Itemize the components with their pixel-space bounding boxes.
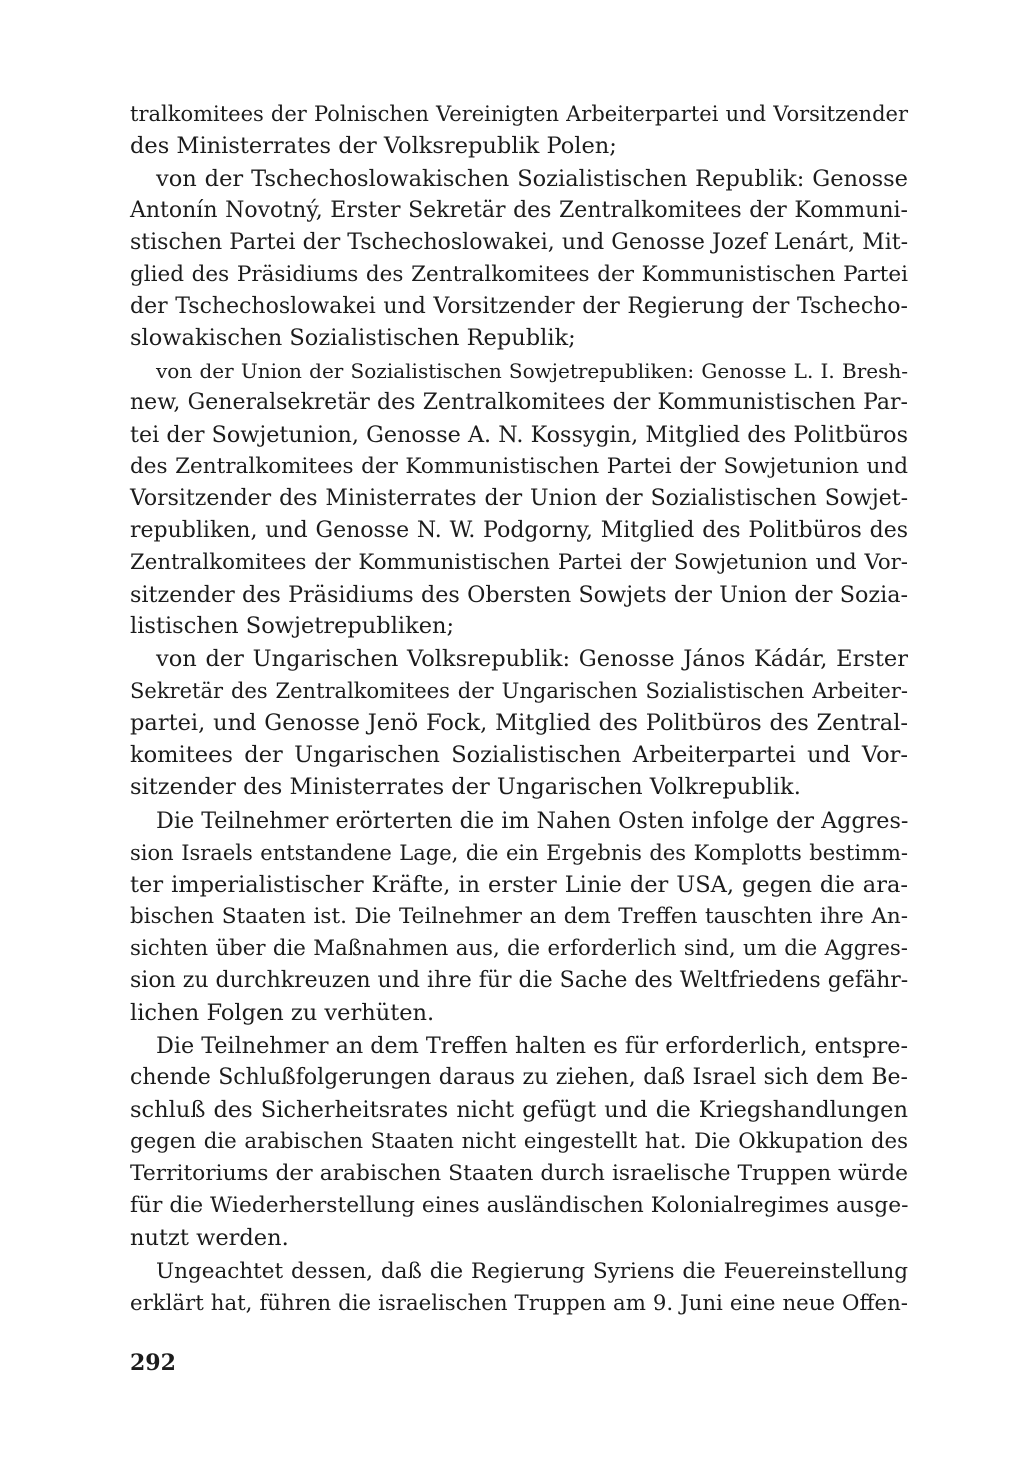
text-line: bischen Staaten ist. Die Teilnehmer an dem Treffen tauschten ihre An-: [130, 904, 908, 929]
text-line: sichten über die Maßnahmen aus, die erforderlich sind, um die Aggres-: [130, 936, 908, 961]
text-line: von der Union der Sozialistischen Sowjetrepubliken: Genosse L. I. Bresh-: [156, 359, 908, 383]
text-line: nutzt werden.: [130, 1225, 289, 1251]
text-line: Sekretär des Zentralkomitees der Ungarischen Sozialistischen Arbeiter-: [130, 679, 908, 703]
page-number: 292: [130, 1350, 176, 1376]
text-line: der Tschechoslowakei und Vorsitzender der Regierung der Tschecho-: [130, 294, 908, 319]
text-line: Zentralkomitees der Kommunistischen Partei der Sowjetunion und Vor-: [130, 550, 908, 575]
text-line: glied des Präsidiums des Zentralkomitees der Kommunistischen Partei: [130, 262, 908, 287]
text-line: slowakischen Sozialistischen Republik;: [130, 325, 576, 351]
text-line: des Zentralkomitees der Kommunistischen Partei der Sowjetunion und: [130, 454, 908, 479]
text-line: chende Schlußfolgerungen daraus zu ziehen, daß Israel sich dem Be-: [130, 1065, 908, 1090]
text-line: sitzender des Präsidiums des Obersten Sowjets der Union der Sozia-: [130, 582, 908, 608]
text-line: tralkomitees der Polnischen Vereinigten Arbeiterpartei und Vorsitzender: [130, 102, 908, 126]
text-line: für die Wiederherstellung eines ausländischen Kolonialregimes ausge-: [130, 1193, 909, 1218]
text-line: tei der Sowjetunion, Genosse A. N. Kossygin, Mitglied des Politbüros: [130, 422, 908, 448]
text-line: Ungeachtet dessen, daß die Regierung Syriens die Feuereinstellung: [156, 1259, 908, 1284]
text-line: sitzender des Ministerrates der Ungarischen Volkrepublik.: [130, 774, 801, 800]
text-line: ter imperialistischer Kräfte, in erster Linie der USA, gegen die ara-: [130, 872, 908, 898]
text-line: stischen Partei der Tschechoslowakei, und Genosse Jozef Lenárt, Mit-: [130, 230, 908, 255]
text-line: erklärt hat, führen die israelischen Truppen am 9. Juni eine neue Offen-: [130, 1291, 908, 1316]
text-line: Die Teilnehmer erörterten die im Nahen Osten infolge der Aggres-: [156, 808, 909, 834]
text-line: Vorsitzender des Ministerrates der Union der Sozialistischen Sowjet-: [130, 486, 908, 511]
text-line: new, Generalsekretär des Zentralkomitees der Kommunistischen Par-: [130, 390, 908, 415]
text-line: Antonín Novotný, Erster Sekretär des Zentralkomitees der Kommuni-: [130, 198, 908, 223]
text-line: schluß des Sicherheitsrates nicht gefügt und die Kriegshandlungen: [130, 1097, 908, 1123]
text-line: des Ministerrates der Volksrepublik Polen;: [130, 133, 617, 159]
text-line: von der Ungarischen Volksrepublik: Genosse János Kádár, Erster: [156, 646, 908, 672]
text-line: Territoriums der arabischen Staaten durch israelische Truppen würde: [130, 1161, 908, 1186]
text-line: sion Israels entstandene Lage, die ein Ergebnis des Komplotts bestimm-: [130, 841, 908, 865]
text-line: von der Tschechoslowakischen Sozialistischen Republik: Genosse: [156, 166, 908, 192]
text-line: listischen Sowjetrepubliken;: [130, 613, 455, 639]
text-line: lichen Folgen zu verhüten.: [130, 1000, 435, 1026]
text-line: partei, und Genosse Jenö Fock, Mitglied des Politbüros des Zentral-: [130, 710, 908, 736]
text-line: republiken, und Genosse N. W. Podgorny, Mitglied des Politbüros des: [130, 518, 908, 543]
text-line: gegen die arabischen Staaten nicht eingestellt hat. Die Okkupation des: [130, 1129, 908, 1154]
text-line: sion zu durchkreuzen und ihre für die Sache des Weltfriedens gefähr-: [130, 968, 909, 993]
text-line: komitees der Ungarischen Sozialistischen Arbeiterpartei und Vor-: [130, 742, 908, 768]
text-line: Die Teilnehmer an dem Treffen halten es für erforderlich, entspre-: [156, 1033, 908, 1059]
